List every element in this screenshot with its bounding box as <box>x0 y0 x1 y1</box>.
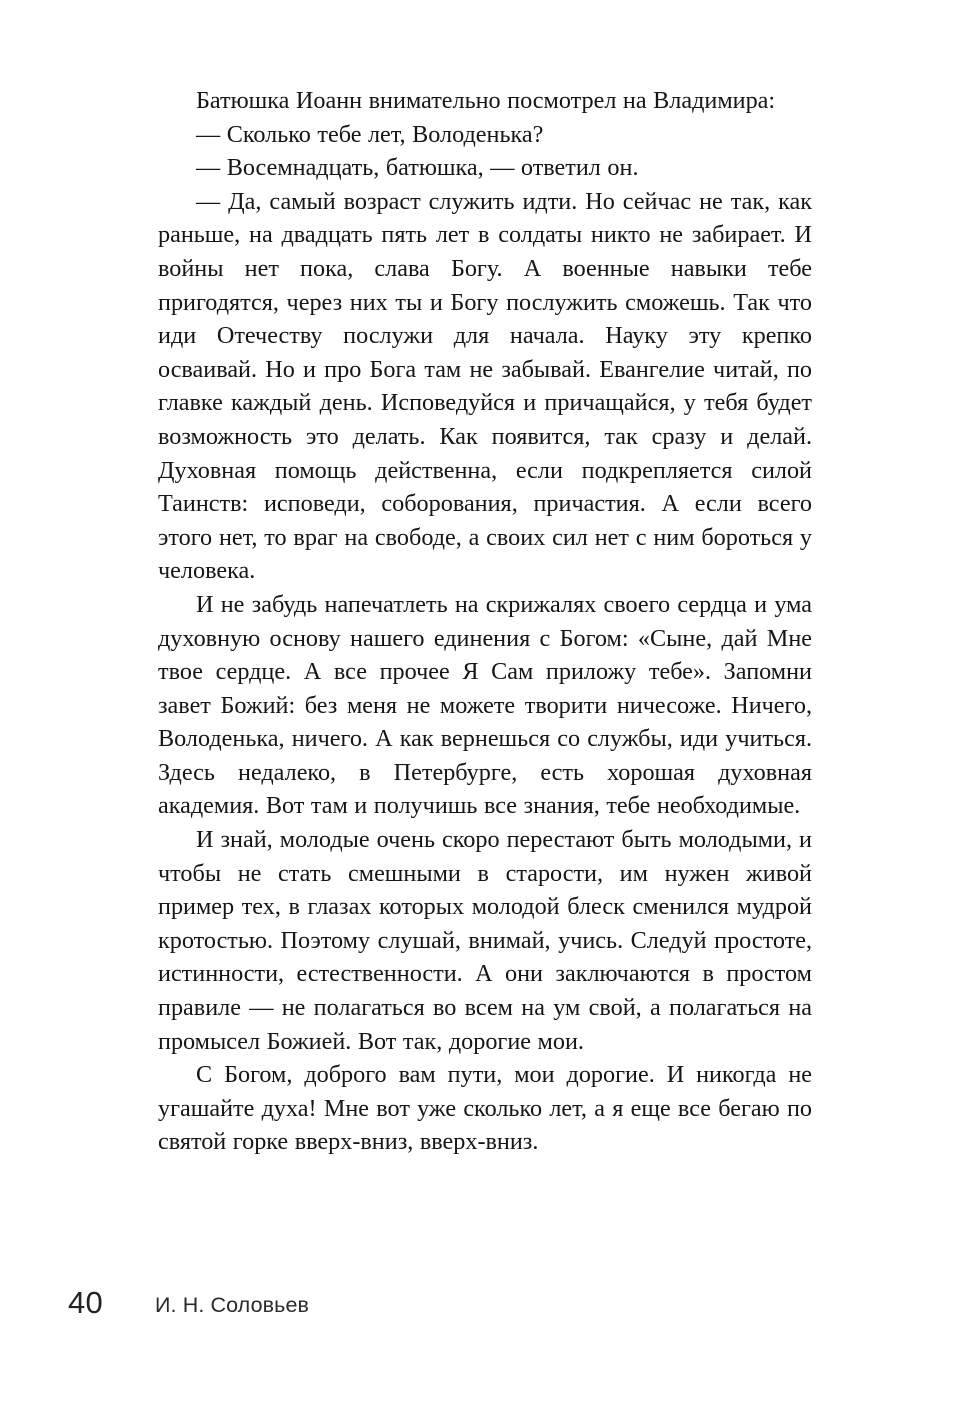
body-text-column <box>158 84 812 1159</box>
footer-author-name: И. Н. Соловьев <box>155 1293 310 1317</box>
paragraph-narration: И не забудь напечатлеть на скрижалях своего сердца и ума духовную основу нашего единения с Богом: «Сыне, дай Мне твое сердце. А все прочее Я Сам приложу тебе». Запомни завет Божий: без меня не можете творити ничесоже. Ничего, Володенька, ничего. А как вернешься со службы, иди учиться. Здесь недалеко, в Петербурге, есть хорошая духовная академия. Вот там и получишь все знания, тебе необходимые. <box>158 590 812 820</box>
paragraph-narration: Батюшка Иоанн внимательно посмотрел на Владимира: <box>196 87 776 114</box>
paragraph-dialogue: — Сколько тебе лет, Володенька? <box>196 120 544 148</box>
page-footer <box>0 1284 970 1330</box>
page-number: 40 <box>68 1285 103 1320</box>
paragraph-narration: С Богом, доброго вам пути, мои дорогие. И никогда не угашайте духа! Мне вот уже сколько лет, а я еще все бегаю по святой горке вверх-вниз, вверх-вниз. <box>158 1061 812 1156</box>
paragraph-dialogue: — Да, самый возраст служить идти. Но сейчас не так, как раньше, на двадцать пять лет в солдаты никто не забирает. И войны нет пока, слава Богу. А военные навыки тебе пригодятся, через них ты и Богу послужить сможешь. Так что иди Отечеству послужи для начала. Науку эту крепко осваивай. Но и про Бога там не забывай. Евангелие читай, по главке каждый день. Исповедуйся и причащайся, у тебя будет возможность это делать. Как появится, так сразу и делай. Духовная помощь действенна, если подкрепляется силой Таинств: исповеди, соборования, причастия. А если всего этого нет, то враг на свободе, а своих сил нет с ним бороться у человека. <box>158 187 812 585</box>
paragraph-dialogue: — Восемнадцать, батюшка, — ответил он. <box>196 154 639 182</box>
paragraph-narration: И знай, молодые очень скоро перестают быть молодыми, и чтобы не стать смешными в старости, им нужен живой пример тех, в глазах которых молодой блеск сменился мудрой кротостью. Поэтому слушай, внимай, учись. Следуй простоте, истинности, естественности. А они заключаются в простом правиле — не полагаться во всем на ум свой, а полагаться на промысел Божией. Вот так, дорогие мои. <box>158 826 812 1055</box>
